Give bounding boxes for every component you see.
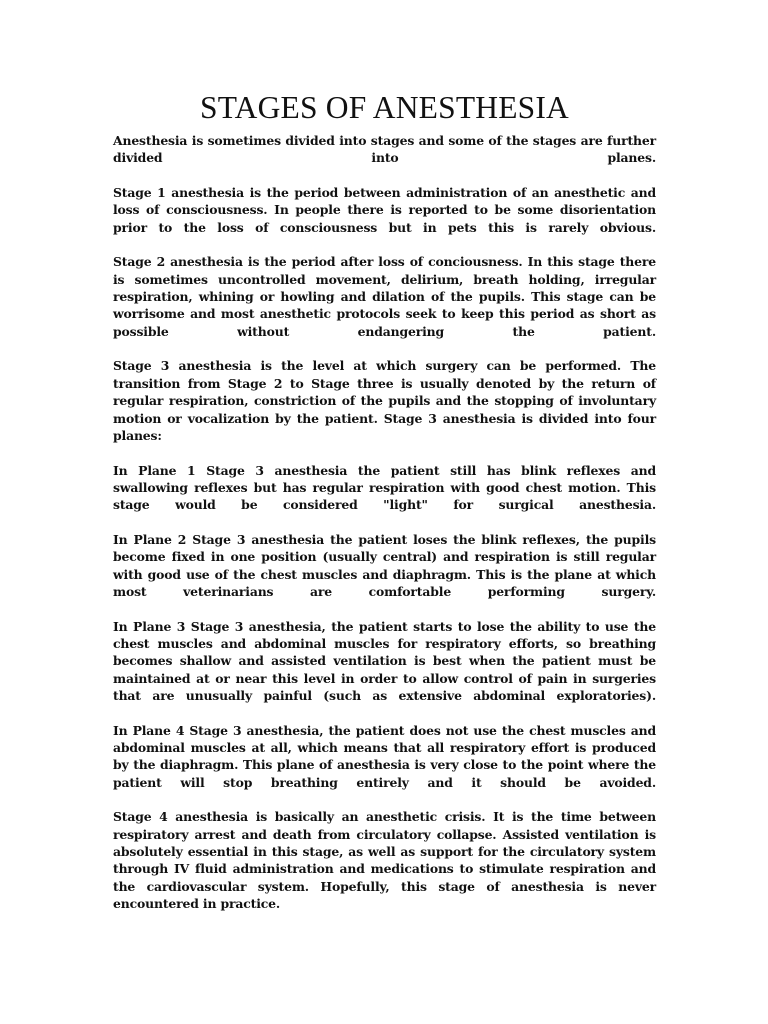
paragraph-plane-2: In Plane 2 Stage 3 anesthesia the patient loses the blink reflexes, the pupils become fixed in one position (usually central) and respiration is still regular with good use of the chest muscles and diaphragm. This is the plane at which most veterinarians are comfortable performing surgery. xyxy=(113,531,656,599)
paragraph-stage-3: Stage 3 anesthesia is the level at which surgery can be performed. The transition from Stage 2 to Stage three is usually denoted by the return of regular respiration, constriction of the pupils and the stopping of involuntary motion or vocalization by the patient. Stage 3 anesthesia is divided into four planes: xyxy=(113,358,656,443)
paragraph-plane-4: In Plane 4 Stage 3 anesthesia, the patient does not use the chest muscles and abdominal muscles at all, which means that all respiratory effort is produced by the diaphragm. This plane of anesthesia is very close to the point where the patient will stop breathing entirely and it should be avoided. xyxy=(113,722,656,790)
document-title: STAGES OF ANESTHESIA xyxy=(199,90,570,125)
document-page xyxy=(113,88,656,930)
paragraph-intro: Anesthesia is sometimes divided into stages and some of the stages are further divided into planes. xyxy=(113,133,656,166)
paragraph-stage-4: Stage 4 anesthesia is basically an anesthetic crisis. It is the time between respiratory arrest and death from circulatory collapse. Assisted ventilation is absolutely essential in this stage, as well as support for the circulatory system through IV fluid administration and medications to stimulate respiration and the cardiovascular system. Hopefully, this stage of anesthesia is never encountered in practice. xyxy=(113,809,656,912)
paragraph-plane-3: In Plane 3 Stage 3 anesthesia, the patient starts to lose the ability to use the chest muscles and abdominal muscles for respiratory efforts, so breathing becomes shallow and assisted ventilation is best when the patient must be maintained at or near this level in order to allow control of pain in surgeries that are unusually painful (such as extensive abdominal exploratories). xyxy=(113,618,656,703)
paragraph-plane-1: In Plane 1 Stage 3 anesthesia the patient still has blink reflexes and swallowing reflexes but has regular respiration with good chest motion. This stage would be considered "light" for surgical anesthesia. xyxy=(113,462,656,513)
paragraph-stage-2: Stage 2 anesthesia is the period after loss of conciousness. In this stage there is sometimes uncontrolled movement, delirium, breath holding, irregular respiration, whining or howling and dilation of the pupils. This stage can be worrisome and most anesthetic protocols seek to keep this period as short as possible without endangering the patient. xyxy=(113,254,656,339)
paragraph-stage-1: Stage 1 anesthesia is the period between administration of an anesthetic and loss of consciousness. In people there is reported to be some disorientation prior to the loss of consciousness but in pets this is rarely obvious. xyxy=(113,185,656,235)
